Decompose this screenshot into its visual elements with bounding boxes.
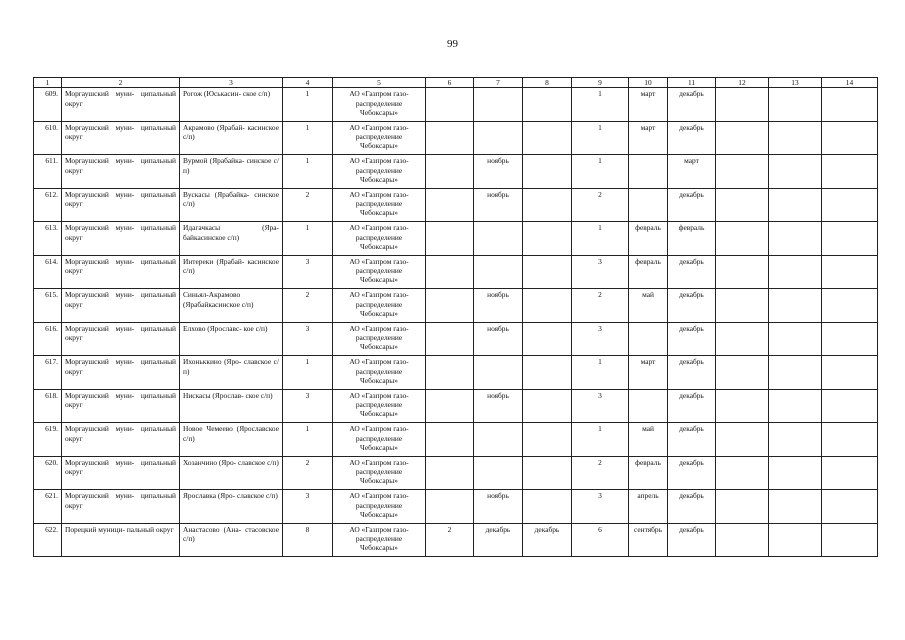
count-cell: 1 (283, 222, 333, 256)
col13-cell (769, 523, 822, 557)
district-cell: Моргаушский муни- ципальный округ (62, 188, 180, 222)
col14-cell (822, 423, 878, 457)
col13-cell (769, 423, 822, 457)
col14-cell (822, 356, 878, 390)
col9-cell: 3 (572, 490, 629, 524)
col7-cell: ноябрь (474, 289, 523, 323)
col7-cell: ноябрь (474, 490, 523, 524)
col7-cell: ноябрь (474, 389, 523, 423)
column-number-7: 7 (474, 78, 523, 88)
col11-cell: декабрь (668, 389, 716, 423)
locality-cell: Идагачкасы (Яра- байкасинское с/п) (180, 222, 283, 256)
organization-cell: АО «Газпром газо- распределение Чебоксары» (333, 121, 426, 155)
col14-cell (822, 289, 878, 323)
table-row (34, 255, 878, 289)
district-cell: Моргаушский муни- ципальный округ (62, 356, 180, 390)
col14-cell (822, 121, 878, 155)
col14-cell (822, 188, 878, 222)
col8-cell (523, 222, 572, 256)
col13-cell (769, 322, 822, 356)
col12-cell (716, 188, 769, 222)
locality-cell: Интереки (Ярабай- касинское с/п) (180, 255, 283, 289)
col7-cell (474, 121, 523, 155)
col7-cell (474, 222, 523, 256)
organization-cell: АО «Газпром газо- распределение Чебоксары» (333, 222, 426, 256)
organization-cell: АО «Газпром газо- распределение Чебоксары» (333, 490, 426, 524)
column-number-13: 13 (769, 78, 822, 88)
col10-cell: март (629, 356, 668, 390)
col8-cell (523, 456, 572, 490)
col13-cell (769, 121, 822, 155)
table-row (34, 456, 878, 490)
col14-cell (822, 88, 878, 122)
organization-cell: АО «Газпром газо- распределение Чебоксары» (333, 389, 426, 423)
organization-cell: АО «Газпром газо- распределение Чебоксары» (333, 356, 426, 390)
count-cell: 1 (283, 356, 333, 390)
column-number-9: 9 (572, 78, 629, 88)
count-cell: 1 (283, 155, 333, 189)
col8-cell (523, 356, 572, 390)
table-row (34, 356, 878, 390)
col7-cell: декабрь (474, 523, 523, 557)
district-cell: Моргаушский муни- ципальный округ (62, 222, 180, 256)
locality-cell: Рогож (Юськасин- ское с/п) (180, 88, 283, 122)
col6-cell (426, 456, 474, 490)
col7-cell (474, 456, 523, 490)
col11-cell: декабрь (668, 322, 716, 356)
col9-cell: 1 (572, 88, 629, 122)
district-cell: Моргаушский муни- ципальный округ (62, 490, 180, 524)
count-cell: 3 (283, 322, 333, 356)
col10-cell: февраль (629, 255, 668, 289)
locality-cell: Новое Чемеево (Ярославское с/п) (180, 423, 283, 457)
district-cell: Моргаушский муни- ципальный округ (62, 322, 180, 356)
col13-cell (769, 155, 822, 189)
count-cell: 2 (283, 456, 333, 490)
col12-cell (716, 88, 769, 122)
col12-cell (716, 490, 769, 524)
col6-cell (426, 188, 474, 222)
table-body (34, 88, 878, 557)
district-cell: Порецкий муници- пальный округ (62, 523, 180, 557)
col6-cell (426, 155, 474, 189)
table-row (34, 222, 878, 256)
col14-cell (822, 222, 878, 256)
district-cell: Моргаушский муни- ципальный округ (62, 255, 180, 289)
column-number-3: 3 (180, 78, 283, 88)
col13-cell (769, 222, 822, 256)
column-number-11: 11 (668, 78, 716, 88)
col10-cell: февраль (629, 456, 668, 490)
col7-cell (474, 356, 523, 390)
col6-cell (426, 490, 474, 524)
count-cell: 2 (283, 188, 333, 222)
col9-cell: 2 (572, 289, 629, 323)
col9-cell: 1 (572, 155, 629, 189)
organization-cell: АО «Газпром газо- распределение Чебоксары» (333, 423, 426, 457)
column-number-8: 8 (523, 78, 572, 88)
col8-cell (523, 490, 572, 524)
col9-cell: 2 (572, 188, 629, 222)
table-row (34, 188, 878, 222)
col6-cell (426, 389, 474, 423)
col13-cell (769, 456, 822, 490)
row-number: 614. (34, 255, 62, 289)
table-row (34, 423, 878, 457)
col12-cell (716, 255, 769, 289)
row-number: 619. (34, 423, 62, 457)
col13-cell (769, 289, 822, 323)
organization-cell: АО «Газпром газо- распределение Чебоксары» (333, 155, 426, 189)
col12-cell (716, 121, 769, 155)
column-number-5: 5 (333, 78, 426, 88)
locality-cell: Ихоньккино (Яро- славское с/п) (180, 356, 283, 390)
col11-cell: декабрь (668, 523, 716, 557)
col6-cell (426, 121, 474, 155)
district-cell: Моргаушский муни- ципальный округ (62, 155, 180, 189)
col13-cell (769, 255, 822, 289)
col12-cell (716, 523, 769, 557)
col12-cell (716, 222, 769, 256)
col12-cell (716, 456, 769, 490)
col12-cell (716, 155, 769, 189)
col8-cell (523, 121, 572, 155)
col14-cell (822, 322, 878, 356)
col12-cell (716, 423, 769, 457)
row-number: 617. (34, 356, 62, 390)
column-number-10: 10 (629, 78, 668, 88)
row-number: 609. (34, 88, 62, 122)
col11-cell: декабрь (668, 255, 716, 289)
district-cell: Моргаушский муни- ципальный округ (62, 389, 180, 423)
table-row (34, 121, 878, 155)
col9-cell: 3 (572, 322, 629, 356)
count-cell: 2 (283, 289, 333, 323)
locality-cell: Хозанчино (Яро- славское с/п) (180, 456, 283, 490)
organization-cell: АО «Газпром газо- распределение Чебоксары» (333, 523, 426, 557)
col8-cell: декабрь (523, 523, 572, 557)
col6-cell (426, 423, 474, 457)
district-cell: Моргаушский муни- ципальный округ (62, 456, 180, 490)
count-cell: 8 (283, 523, 333, 557)
col7-cell: ноябрь (474, 188, 523, 222)
organization-cell: АО «Газпром газо- распределение Чебоксары» (333, 322, 426, 356)
col8-cell (523, 88, 572, 122)
organization-cell: АО «Газпром газо- распределение Чебоксары» (333, 289, 426, 323)
locality-cell: Акрамово (Ярабай- касинское с/п) (180, 121, 283, 155)
table-row (34, 289, 878, 323)
col8-cell (523, 289, 572, 323)
col11-cell: декабрь (668, 356, 716, 390)
col6-cell (426, 289, 474, 323)
col9-cell: 6 (572, 523, 629, 557)
col12-cell (716, 389, 769, 423)
count-cell: 3 (283, 389, 333, 423)
locality-cell: Анастасово (Ана- стасовское с/п) (180, 523, 283, 557)
col10-cell: февраль (629, 222, 668, 256)
organization-cell: АО «Газпром газо- распределение Чебоксары» (333, 456, 426, 490)
column-number-6: 6 (426, 78, 474, 88)
col11-cell: февраль (668, 222, 716, 256)
col14-cell (822, 389, 878, 423)
count-cell: 1 (283, 88, 333, 122)
row-number: 621. (34, 490, 62, 524)
organization-cell: АО «Газпром газо- распределение Чебоксары» (333, 255, 426, 289)
locality-cell: Вускасы (Ярабайка- синское с/п) (180, 188, 283, 222)
col11-cell: декабрь (668, 289, 716, 323)
col8-cell (523, 389, 572, 423)
column-number-2: 2 (62, 78, 180, 88)
col8-cell (523, 423, 572, 457)
table-row (34, 523, 878, 557)
col8-cell (523, 322, 572, 356)
col10-cell (629, 322, 668, 356)
col6-cell (426, 356, 474, 390)
col6-cell: 2 (426, 523, 474, 557)
col9-cell: 1 (572, 356, 629, 390)
col11-cell: декабрь (668, 490, 716, 524)
count-cell: 3 (283, 255, 333, 289)
col13-cell (769, 188, 822, 222)
col6-cell (426, 88, 474, 122)
locality-cell: Нискасы (Ярослав- ское с/п) (180, 389, 283, 423)
locality-cell: Синьял-Акрамово (Ярабайкасинское с/п) (180, 289, 283, 323)
column-number-14: 14 (822, 78, 878, 88)
row-number: 620. (34, 456, 62, 490)
column-number-12: 12 (716, 78, 769, 88)
organization-cell: АО «Газпром газо- распределение Чебоксары» (333, 88, 426, 122)
col8-cell (523, 188, 572, 222)
locality-cell: Ярославка (Яро- славское с/п) (180, 490, 283, 524)
column-number-1: 1 (34, 78, 62, 88)
gasification-table (33, 77, 878, 557)
col14-cell (822, 490, 878, 524)
col10-cell: март (629, 121, 668, 155)
col14-cell (822, 155, 878, 189)
locality-cell: Елхово (Ярославс- кое с/п) (180, 322, 283, 356)
col9-cell: 1 (572, 121, 629, 155)
col10-cell: апрель (629, 490, 668, 524)
col13-cell (769, 389, 822, 423)
col12-cell (716, 356, 769, 390)
col7-cell: ноябрь (474, 322, 523, 356)
col10-cell: сентябрь (629, 523, 668, 557)
row-number: 616. (34, 322, 62, 356)
table-row (34, 490, 878, 524)
count-cell: 3 (283, 490, 333, 524)
col7-cell (474, 88, 523, 122)
col7-cell: ноябрь (474, 155, 523, 189)
locality-cell: Вурмой (Ярабайка- синское с/п) (180, 155, 283, 189)
table-row (34, 322, 878, 356)
row-number: 618. (34, 389, 62, 423)
col7-cell (474, 423, 523, 457)
col8-cell (523, 155, 572, 189)
col11-cell: декабрь (668, 121, 716, 155)
col11-cell: март (668, 155, 716, 189)
district-cell: Моргаушский муни- ципальный округ (62, 423, 180, 457)
col12-cell (716, 322, 769, 356)
col9-cell: 3 (572, 389, 629, 423)
col10-cell (629, 155, 668, 189)
col14-cell (822, 255, 878, 289)
row-number: 613. (34, 222, 62, 256)
district-cell: Моргаушский муни- ципальный округ (62, 88, 180, 122)
col7-cell (474, 255, 523, 289)
table-row (34, 88, 878, 122)
organization-cell: АО «Газпром газо- распределение Чебоксары» (333, 188, 426, 222)
col10-cell: май (629, 289, 668, 323)
col14-cell (822, 523, 878, 557)
column-number-row (34, 78, 878, 88)
table-row (34, 155, 878, 189)
count-cell: 1 (283, 121, 333, 155)
row-number: 610. (34, 121, 62, 155)
col13-cell (769, 88, 822, 122)
col10-cell (629, 188, 668, 222)
count-cell: 1 (283, 423, 333, 457)
col9-cell: 2 (572, 456, 629, 490)
col10-cell: март (629, 88, 668, 122)
col8-cell (523, 255, 572, 289)
col11-cell: декабрь (668, 188, 716, 222)
row-number: 611. (34, 155, 62, 189)
row-number: 622. (34, 523, 62, 557)
col14-cell (822, 456, 878, 490)
table-row (34, 389, 878, 423)
page-number: 99 (447, 38, 458, 50)
col9-cell: 3 (572, 255, 629, 289)
col6-cell (426, 255, 474, 289)
col11-cell: декабрь (668, 423, 716, 457)
col13-cell (769, 490, 822, 524)
col13-cell (769, 356, 822, 390)
column-number-4: 4 (283, 78, 333, 88)
row-number: 615. (34, 289, 62, 323)
col11-cell: декабрь (668, 88, 716, 122)
district-cell: Моргаушский муни- ципальный округ (62, 121, 180, 155)
col11-cell: декабрь (668, 456, 716, 490)
row-number: 612. (34, 188, 62, 222)
col9-cell: 1 (572, 222, 629, 256)
col10-cell (629, 389, 668, 423)
col9-cell: 1 (572, 423, 629, 457)
col12-cell (716, 289, 769, 323)
district-cell: Моргаушский муни- ципальный округ (62, 289, 180, 323)
col6-cell (426, 322, 474, 356)
col10-cell: май (629, 423, 668, 457)
col6-cell (426, 222, 474, 256)
